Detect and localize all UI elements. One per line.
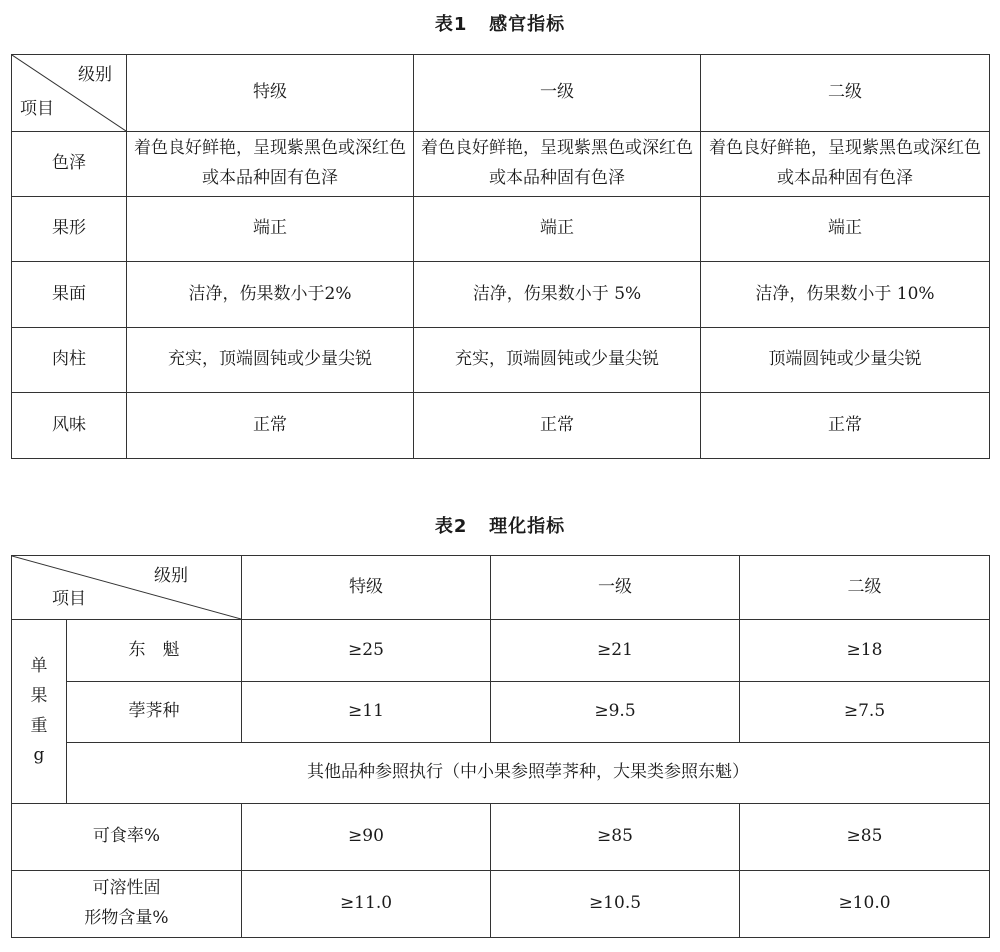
table-cell: 端正 — [701, 197, 990, 262]
table1-grade-special: 特级 — [127, 55, 414, 132]
table-row — [12, 328, 990, 393]
table2-single-fruit-weight-label: 单 果 重 g — [12, 620, 67, 804]
table-cell: 正常 — [414, 393, 701, 459]
table-cell: ≥11.0 — [242, 871, 491, 938]
table2-header-row — [12, 556, 990, 620]
table2-caption-title: 理化指标 — [489, 516, 566, 537]
table1-caption — [0, 10, 1000, 36]
table1-corner-item-label: 项目 — [20, 99, 54, 120]
table-row — [12, 804, 990, 871]
table-cell: ≥90 — [242, 804, 491, 871]
table2-caption — [0, 512, 1000, 538]
table2-physicochemical — [11, 555, 990, 938]
table-cell: 正常 — [701, 393, 990, 459]
table-cell: 洁净，伤果数小于 5% — [414, 262, 701, 328]
table2-variety-dongkui: 东 魁 — [67, 620, 242, 682]
table-row — [12, 132, 990, 197]
table1-item-surface: 果面 — [12, 262, 127, 328]
table-row — [12, 743, 990, 804]
table-cell: ≥85 — [740, 804, 990, 871]
table-cell: 充实，顶端圆钝或少量尖锐 — [127, 328, 414, 393]
table-cell: 正常 — [127, 393, 414, 459]
table2-caption-number: 表2 — [434, 516, 468, 537]
table-cell: ≥10.0 — [740, 871, 990, 938]
table1-item-shape: 果形 — [12, 197, 127, 262]
table-cell: 洁净，伤果数小于2% — [127, 262, 414, 328]
table2-corner-item-label: 项目 — [52, 589, 86, 610]
table-cell: 着色良好鲜艳，呈现紫黑色或深红色或本品种固有色泽 — [127, 132, 414, 197]
table2-grade-special: 特级 — [242, 556, 491, 620]
table-cell: ≥85 — [491, 804, 740, 871]
table2-variety-biqi: 荸荠种 — [67, 682, 242, 743]
table1-item-flavor: 风味 — [12, 393, 127, 459]
table1-item-color: 色泽 — [12, 132, 127, 197]
table-cell: 着色良好鲜艳，呈现紫黑色或深红色或本品种固有色泽 — [414, 132, 701, 197]
table2-item-edible-rate: 可食率% — [12, 804, 242, 871]
table2-other-varieties-note: 其他品种参照执行（中小果参照荸荠种，大果类参照东魁） — [67, 743, 990, 804]
table1-item-flesh: 肉柱 — [12, 328, 127, 393]
table-row — [12, 871, 990, 938]
table-cell: ≥11 — [242, 682, 491, 743]
table1-caption-number: 表1 — [434, 14, 468, 35]
table-cell: ≥18 — [740, 620, 990, 682]
table1-grade-second: 二级 — [701, 55, 990, 132]
table-row — [12, 262, 990, 328]
table-cell: 端正 — [127, 197, 414, 262]
table2-grade-first: 一级 — [491, 556, 740, 620]
table-cell: 洁净，伤果数小于 10% — [701, 262, 990, 328]
table1-corner-grade-label: 级别 — [78, 65, 112, 85]
table-cell: 着色良好鲜艳，呈现紫黑色或深红色或本品种固有色泽 — [701, 132, 990, 197]
table-row — [12, 682, 990, 743]
table2-corner-header — [12, 556, 242, 620]
table-cell: ≥7.5 — [740, 682, 990, 743]
table2-grade-second: 二级 — [740, 556, 990, 620]
table1-corner-header — [12, 55, 127, 132]
table-row — [12, 620, 990, 682]
table-cell: 充实，顶端圆钝或少量尖锐 — [414, 328, 701, 393]
table-cell: 顶端圆钝或少量尖锐 — [701, 328, 990, 393]
table-cell: ≥9.5 — [491, 682, 740, 743]
table2-corner-grade-label: 级别 — [154, 566, 188, 586]
table-cell: ≥10.5 — [491, 871, 740, 938]
table1-sensory — [11, 54, 990, 459]
table-row — [12, 197, 990, 262]
table1-caption-title: 感官指标 — [489, 14, 566, 35]
table-cell: 端正 — [414, 197, 701, 262]
table-cell: ≥21 — [491, 620, 740, 682]
table-row — [12, 393, 990, 459]
table2-item-soluble-solids: 可溶性固 形物含量% — [12, 871, 242, 938]
table1-header-row — [12, 55, 990, 132]
table1-grade-first: 一级 — [414, 55, 701, 132]
table-cell: ≥25 — [242, 620, 491, 682]
